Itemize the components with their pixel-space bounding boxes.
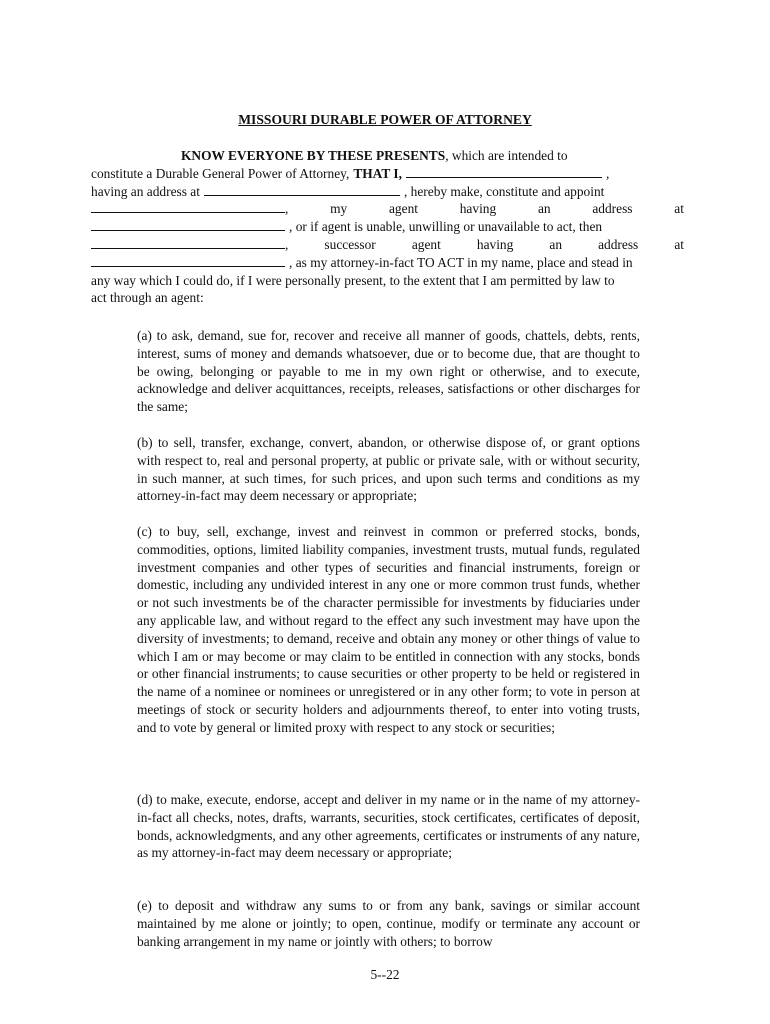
agent-address-blank[interactable] [91, 218, 285, 231]
page-number: 5--22 [370, 967, 400, 982]
power-item-text: (d) to make, execute, endorse, accept and deliver in my name or in the name of my attorney-in-fact all checks, notes, drafts, warrants, securities, stock certificates, certificates of deposit, bonds, acknowledgments, and any other agreements, certificates or instruments of any nature, as my attorney-in-fact may deem necessary or appropriate; [137, 792, 640, 861]
intro-line-7: , as my attorney-in-fact TO ACT in my name, place and stead in [91, 254, 684, 272]
successor-agent-address-blank[interactable] [91, 254, 285, 267]
intro-line-4: , my agent having an address at [91, 200, 684, 218]
power-item-a [137, 327, 640, 416]
agent-name-blank[interactable] [91, 200, 285, 213]
intro-line-8: any way which I could do, if I were personally present, to the extent that I am permitted by law to [91, 272, 615, 288]
power-item-text: (c) to buy, sell, exchange, invest and reinvest in common or preferred stocks, bonds, commodities, options, limited liability companies, investment trusts, mutual funds, regulated investment companies and other types of securities and financial instruments, foreign or domestic, including any undivided interest in any one or more common trust funds, whether or not such investments be of the character permissible for investments by fiduciaries under any applicable law, and without regard to the effect any such investment may have upon the diversity of investments; to demand, receive and obtain any money or other things of value to which I am or may become or may claim to be entitled in connection with any stocks, bonds or other financial instruments; to cause securities or other property to be held or registered in the name of a nominee or nominees or unregistered or in any other form; to vote in person at meetings of stock or security holders and adjournments thereof, to enter into voting trusts, and to vote by general or limited proxy with respect to any stock or securities; [137, 524, 640, 735]
power-item-b [137, 434, 640, 505]
intro-line-1: KNOW EVERYONE BY THESE PRESENTS, which are intended to [181, 148, 568, 163]
intro-line-3: having an address at , hereby make, constitute and appoint [91, 183, 605, 199]
that-i-text: THAT I, [353, 165, 402, 181]
power-item-e [137, 897, 640, 950]
intro-line-9: act through an agent: [91, 290, 204, 306]
know-everyone-heading: KNOW EVERYONE BY THESE PRESENTS [181, 148, 446, 163]
successor-agent-name-blank[interactable] [91, 236, 285, 249]
power-item-text: (a) to ask, demand, sue for, recover and receive all manner of goods, chattels, debts, rents, interest, sums of money and demands whatsoever, due or to become due, that are thought to be owing, belonging or payable to me in my own right or otherwise, and to execute, acknowledge and deliver acquittances, receipts, releases, satisfactions or other discharges for the same; [137, 328, 640, 415]
power-item-c [137, 523, 640, 737]
principal-name-blank[interactable] [406, 165, 602, 178]
power-item-text: (e) to deposit and withdraw any sums to or from any bank, savings or similar account maintained by me alone or jointly; to open, continue, modify or terminate any account or banking arrangement in my name or jointly with others; to borrow [137, 898, 640, 949]
power-item-text: (b) to sell, transfer, exchange, convert, abandon, or otherwise dispose of, or grant options with respect to, real and personal property, at public or private sale, with or without security, in such manner, at such times, for such prices, and upon such terms and conditions as my attorney-in-fact may deem necessary or appropriate; [137, 435, 640, 504]
principal-address-blank[interactable] [204, 183, 400, 196]
intro-line-2: constitute a Durable General Power of Attorney, THAT I, , [91, 165, 610, 181]
intro-line-6: , successor agent having an address at [91, 236, 684, 254]
power-item-d [137, 791, 640, 862]
document-title: MISSOURI DURABLE POWER OF ATTORNEY [238, 112, 532, 127]
intro-line-5: , or if agent is unable, unwilling or unavailable to act, then [91, 218, 684, 236]
intro-paragraph [91, 147, 684, 307]
